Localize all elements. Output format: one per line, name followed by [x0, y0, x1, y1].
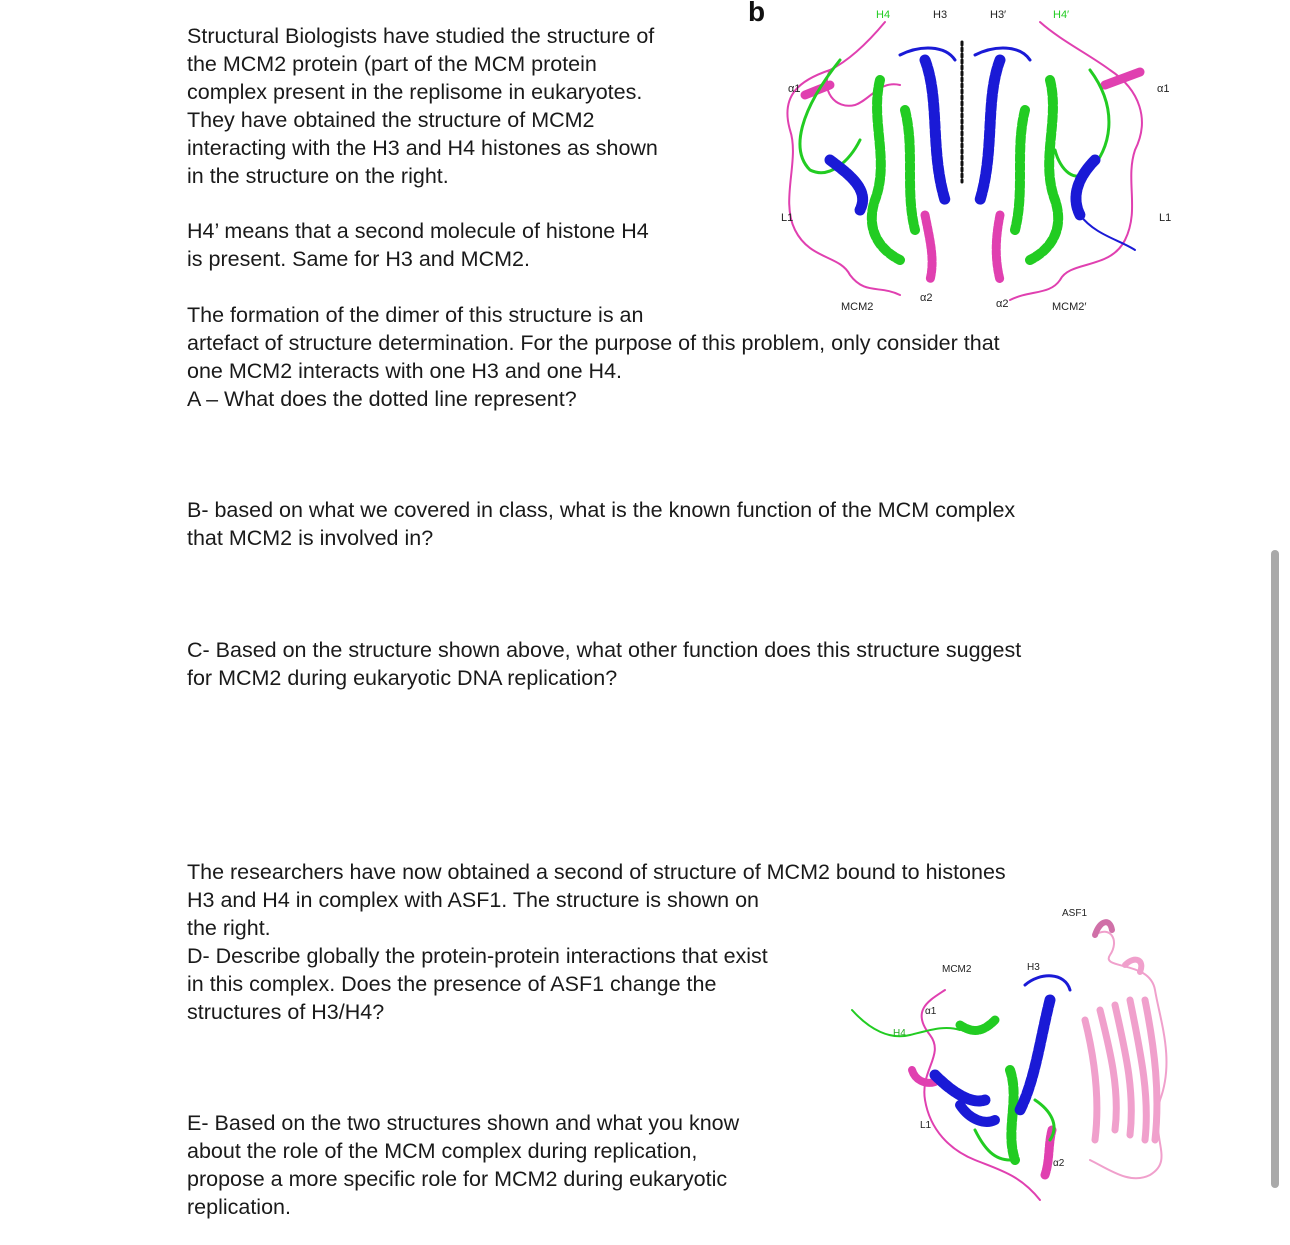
label-alpha2-bottom: α2: [1053, 1158, 1065, 1169]
h4-note-line: H4’ means that a second molecule of histone H4: [187, 219, 649, 243]
label-mcm2-prime: MCM2′: [1052, 301, 1087, 313]
dimer-note-line: artefact of structure determination. For the purpose of this problem, only consider that: [187, 331, 1000, 355]
question-c-line: C- Based on the structure shown above, what other function does this structure suggest: [187, 638, 1022, 662]
h4-helix-2: [1010, 1070, 1015, 1160]
question-e-line: propose a more specific role for MCM2 during eukaryotic: [187, 1167, 728, 1191]
asf1-helix: [1125, 960, 1141, 972]
intro-line: Structural Biologists have studied the structure of: [187, 24, 655, 48]
label-l1-right: L1: [1159, 212, 1172, 224]
asf1-sheet: [1085, 1000, 1157, 1140]
question-e-line: replication.: [187, 1195, 291, 1219]
label-alpha1-left: α1: [788, 83, 801, 95]
question-d-line: D- Describe globally the protein-protein interactions that exist: [187, 944, 768, 968]
label-h3: H3: [933, 9, 948, 21]
vertical-scrollbar[interactable]: [1271, 550, 1279, 1188]
question-e-line: E- Based on the two structures shown and what you know: [187, 1111, 740, 1135]
intro-line: interacting with the H3 and H4 histones as shown: [187, 136, 658, 160]
label-l1-left: L1: [781, 212, 794, 224]
question-b-line: that MCM2 is involved in?: [187, 526, 434, 550]
question-a: A – What does the dotted line represent?: [187, 387, 577, 411]
h3-helix-lower: [960, 1105, 995, 1122]
h4-note-line: is present. Same for H3 and MCM2.: [187, 247, 530, 271]
label-mcm2-bottom: MCM2: [942, 964, 972, 975]
label-alpha1-bottom: α1: [925, 1006, 937, 1017]
second-structure-line: the right.: [187, 916, 271, 940]
intro-line: complex present in the replisome in eukaryotes.: [187, 80, 643, 104]
question-d-line: structures of H3/H4?: [187, 1000, 385, 1024]
label-l1-bottom: L1: [920, 1120, 932, 1131]
question-b-line: B- based on what we covered in class, what is the known function of the MCM complex: [187, 498, 1016, 522]
second-structure-line: The researchers have now obtained a second of structure of MCM2 bound to histones: [187, 860, 1006, 884]
h3-top-loop: [1025, 976, 1070, 990]
h3-helix-short: [935, 1075, 985, 1101]
label-mcm2: MCM2: [841, 301, 874, 313]
label-alpha2-left: α2: [920, 292, 933, 304]
label-h4: H4: [876, 9, 891, 21]
question-d-line: in this complex. Does the presence of ASF1 change the: [187, 972, 717, 996]
question-e-line: about the role of the MCM complex during replication,: [187, 1139, 698, 1163]
h4-helix-1: [960, 1020, 995, 1030]
label-h4-bottom: H4: [893, 1028, 906, 1039]
label-alpha1-right: α1: [1157, 83, 1170, 95]
h4-tail: [852, 1010, 960, 1036]
intro-line: They have obtained the structure of MCM2: [187, 108, 595, 132]
h3-helix-long: [1020, 1000, 1050, 1110]
panel-letter-b: b: [748, 0, 766, 27]
label-h3-bottom: H3: [1027, 962, 1040, 973]
second-structure-line: H3 and H4 in complex with ASF1. The structure is shown on: [187, 888, 760, 912]
label-asf1: ASF1: [1062, 908, 1088, 919]
label-h4-prime: H4′: [1053, 9, 1070, 21]
label-h3-prime: H3′: [990, 9, 1007, 21]
question-c-line: for MCM2 during eukaryotic DNA replication?: [187, 666, 618, 690]
dimer-note-line: The formation of the dimer of this structure is an: [187, 303, 644, 327]
dimer-note-line: one MCM2 interacts with one H3 and one H4.: [187, 359, 623, 383]
label-alpha2-right: α2: [996, 298, 1009, 310]
intro-line: in the structure on the right.: [187, 164, 449, 188]
intro-line: the MCM2 protein (part of the MCM protein: [187, 52, 597, 76]
